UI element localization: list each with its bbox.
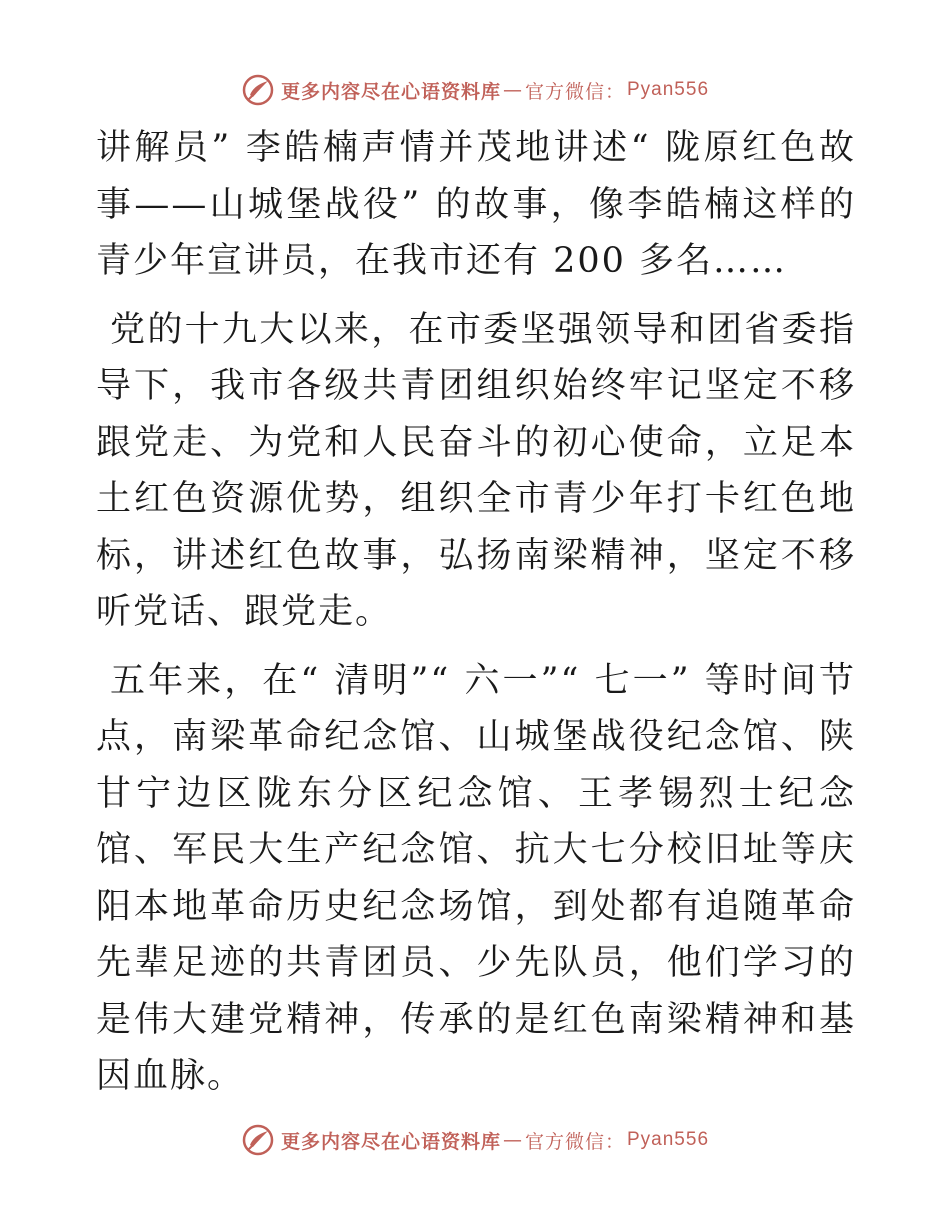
- watermark-wechat-label: 官方微信：: [524, 80, 625, 103]
- document-body: [96, 120, 856, 1105]
- paragraph-2: 党的十九大以来，在市委坚强领导和团省委指导下，我市各级共青团组织始终牢记坚定不移跟党走、为党和人民奋斗的初心使命，立足本土红色资源优势，组织全市青少年打卡红色地标，讲述红色故事，弘扬南梁精神，坚定不移听党话、跟党走。: [96, 309, 856, 632]
- watermark-wechat-id: Pyan556: [627, 79, 710, 100]
- watermark-logo-icon: [241, 73, 275, 107]
- paragraph-3: 五年来，在“ 清明”“ 六一”“ 七一” 等时间节点，南梁革命纪念馆、山城堡战役纪念馆、陕甘宁边区陇东分区纪念馆、王孝锡烈士纪念馆、军民大生产纪念馆、抗大七分校旧址等庆阳本地革命历史纪念场馆，到处都有追随革命先辈足迹的共青团员、少先队员，他们学习的是伟大建党精神，传承的是红色南梁精神和基因血脉。: [96, 660, 856, 1096]
- watermark-wechat-label: 官方微信：: [524, 1130, 625, 1153]
- watermark-separator: —: [502, 1129, 523, 1151]
- footer-watermark: [0, 1120, 950, 1160]
- paragraph-1: 讲解员” 李皓楠声情并茂地讲述“ 陇原红色故事——山城堡战役” 的故事，像李皓楠这样的青少年宣讲员，在我市还有 200 多名……: [96, 128, 856, 281]
- watermark-text: 更多内容尽在心语资料库: [280, 80, 501, 103]
- watermark-wechat-id: Pyan556: [627, 1129, 710, 1150]
- watermark-text: 更多内容尽在心语资料库: [280, 1130, 501, 1153]
- watermark-logo-icon: [241, 1123, 275, 1157]
- watermark-separator: —: [502, 79, 523, 101]
- header-watermark: [0, 70, 950, 110]
